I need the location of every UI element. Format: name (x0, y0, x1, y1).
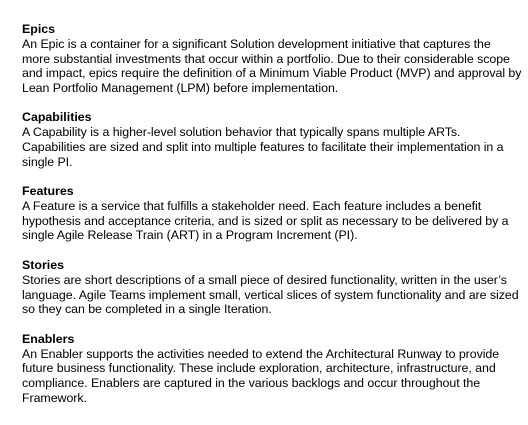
section-features (22, 184, 522, 243)
section-enablers (22, 332, 522, 405)
section-text: A Feature is a service that fulfills a stakeholder need. Each feature includes a benefit hypothesis and acceptance criteria, and is sized or split as necessary to be delivered by a single Agile Release Train (ART) in a Program Increment (PI). (22, 199, 509, 243)
section-epics (22, 22, 522, 95)
section-title: Stories (22, 257, 65, 272)
section-text: Stories are short descriptions of a small piece of desired functionality, written in the user’s language. Agile Teams implement small, vertical slices of system functionality and are sized so they can be completed in a single Iteration. (22, 272, 519, 317)
section-text: An Epic is a container for a significant Solution development initiative that captures the more substantial investments that occur within a portfolio. Due to their considerable scope and impact, epics require the definition of a Minimum Viable Product (MVP) and approval by Lean Portfolio Management (LPM) before implementation. (22, 37, 522, 95)
section-title: Epics (22, 22, 56, 36)
section-text: An Enabler supports the activities needed to extend the Architectural Runway to provide future business functionality. These include exploration, architecture, infrastructure, and compliance. Enablers are captured in the various backlogs and occur throughout the Framework. (22, 346, 500, 405)
section-stories (22, 258, 522, 317)
document-body (22, 22, 522, 420)
section-capabilities (22, 110, 522, 169)
section-title: Enablers (22, 331, 75, 346)
section-text: A Capability is a higher-level solution behavior that typically spans multiple ARTs. Capabilities are sized and split into multiple features to facilitate their implementation in a single PI. (22, 125, 504, 169)
section-title: Capabilities (22, 110, 92, 125)
section-title: Features (22, 184, 74, 199)
